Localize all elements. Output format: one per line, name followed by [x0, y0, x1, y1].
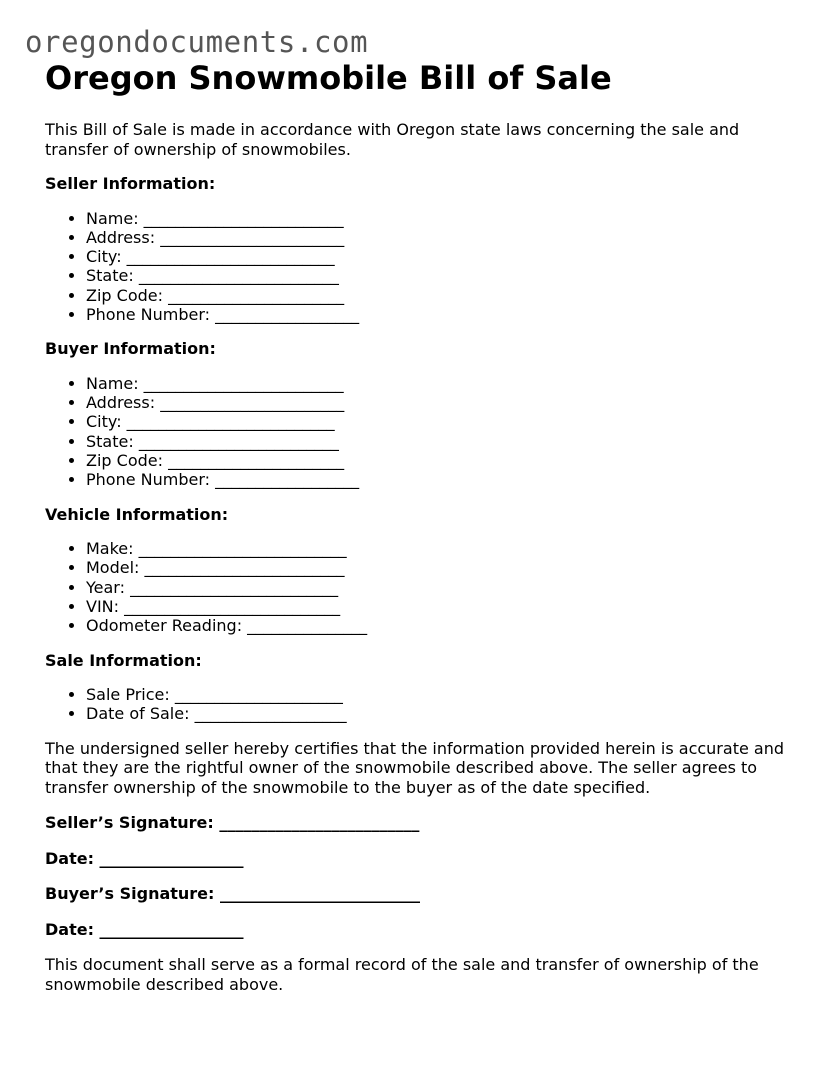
- seller-address-field: • Address: _______________________: [86, 228, 805, 247]
- sale-price-field: • Sale Price: _____________________: [86, 685, 805, 704]
- vehicle-year-field: • Year: __________________________: [86, 578, 805, 597]
- buyer-city-field: • City: __________________________: [86, 412, 805, 431]
- buyer-state-field: • State: _________________________: [86, 432, 805, 451]
- seller-signature-line: Seller’s Signature: _________________________: [45, 813, 420, 833]
- seller-name-field: • Name: _________________________: [86, 209, 805, 228]
- document-body: [45, 58, 805, 994]
- seller-zip-field: • Zip Code: ______________________: [86, 286, 805, 305]
- intro-paragraph: This Bill of Sale is made in accordance with Oregon state laws concerning the sale and transfer of ownership of snowmobiles.: [45, 120, 740, 159]
- vehicle-make-field: • Make: __________________________: [86, 539, 805, 558]
- sale-date-field: • Date of Sale: ___________________: [86, 704, 805, 723]
- buyer-field-list: [45, 374, 805, 490]
- buyer-signature-line: Buyer’s Signature: _________________________: [45, 884, 420, 904]
- vehicle-heading: Vehicle Information:: [45, 504, 229, 524]
- vehicle-odometer-field: • Odometer Reading: _______________: [86, 616, 805, 635]
- seller-field-list: [45, 209, 805, 325]
- vehicle-vin-field: • VIN: ___________________________: [86, 597, 805, 616]
- buyer-heading: Buyer Information:: [45, 339, 216, 359]
- buyer-date-line: Date: __________________: [45, 919, 244, 939]
- sale-field-list: [45, 685, 805, 724]
- buyer-address-field: • Address: _______________________: [86, 393, 805, 412]
- site-watermark: oregondocuments.com: [25, 25, 369, 59]
- seller-heading: Seller Information:: [45, 174, 216, 193]
- seller-date-line: Date: __________________: [45, 848, 244, 868]
- buyer-zip-field: • Zip Code: ______________________: [86, 451, 805, 470]
- certification-paragraph: The undersigned seller hereby certifies that the information provided herein is accurate and that they are the rightful owner of the snowmobile described above. The seller agrees to transfer ownership of the snowmobile to the buyer as of the date specified.: [45, 738, 784, 797]
- seller-city-field: • City: __________________________: [86, 247, 805, 266]
- buyer-name-field: • Name: _________________________: [86, 374, 805, 393]
- sale-heading: Sale Information:: [45, 650, 202, 670]
- vehicle-model-field: • Model: _________________________: [86, 558, 805, 577]
- vehicle-field-list: [45, 539, 805, 635]
- document-title: Oregon Snowmobile Bill of Sale: [45, 59, 612, 97]
- buyer-phone-field: • Phone Number: __________________: [86, 470, 805, 489]
- seller-phone-field: • Phone Number: __________________: [86, 305, 805, 324]
- seller-state-field: • State: _________________________: [86, 266, 805, 285]
- closing-paragraph: This document shall serve as a formal record of the sale and transfer of ownership of the snowmobile described above.: [45, 955, 759, 994]
